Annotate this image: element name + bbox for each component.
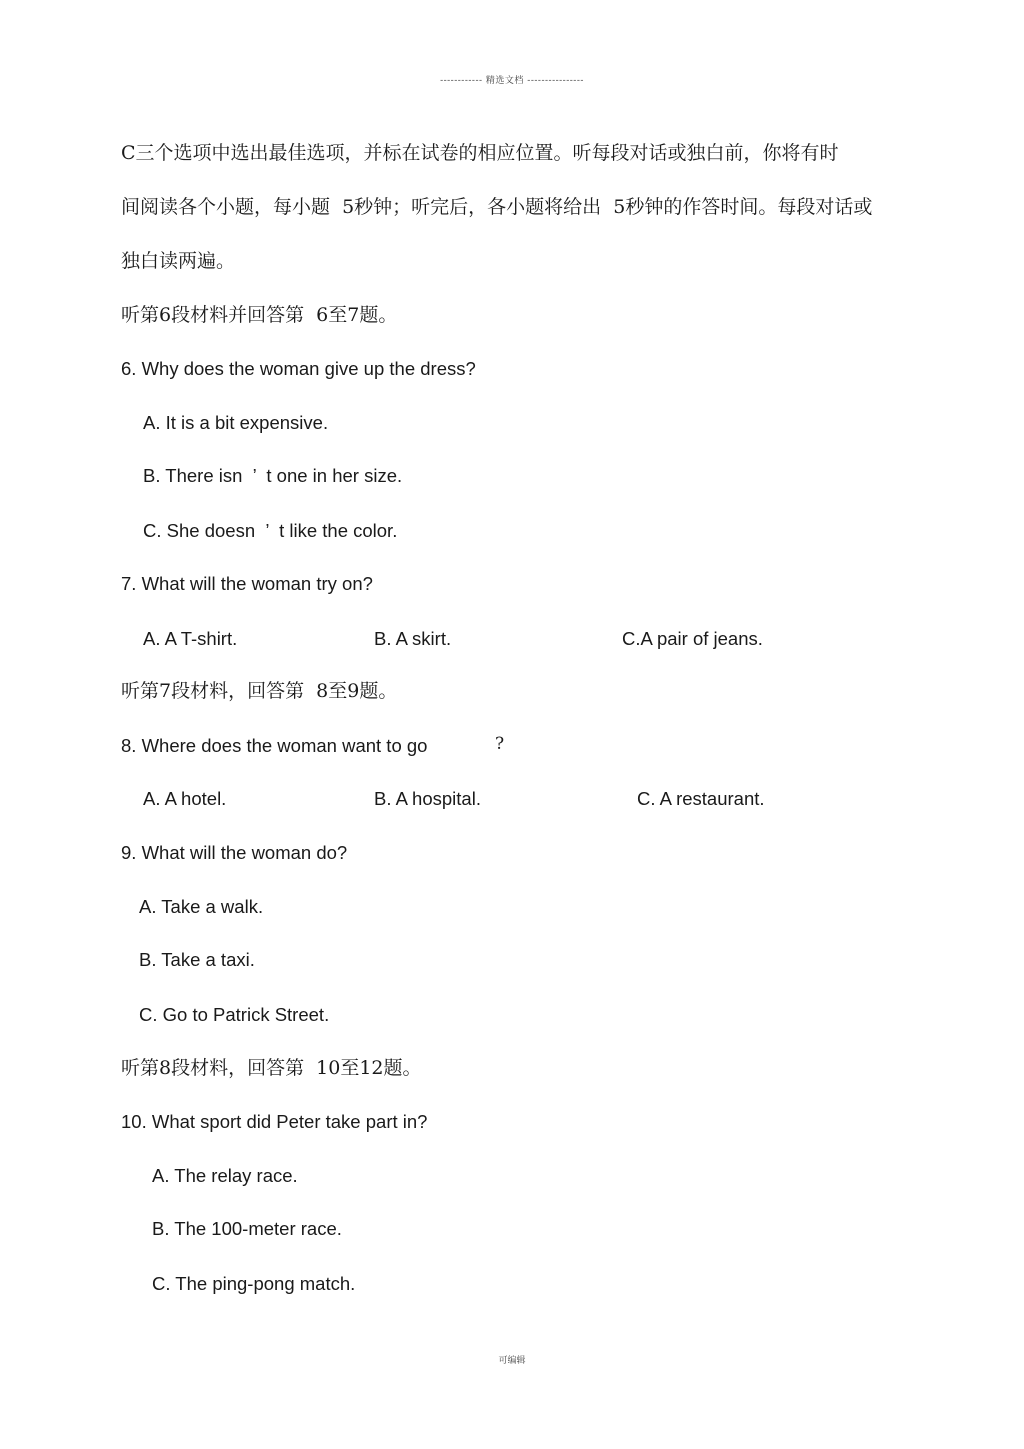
question-6-option-c: C. She doesn ’ t like the color. — [143, 520, 398, 541]
question-9-option-b: B. Take a taxi. — [139, 949, 255, 970]
question-8: 8. Where does the woman want to go — [121, 735, 428, 756]
question-9-option-a: A. Take a walk. — [139, 896, 264, 917]
page-header: ------------ 精选文档 ---------------- — [440, 76, 584, 86]
question-8-option-b: B. A hospital. — [374, 788, 481, 809]
question-6-option-a: A. It is a bit expensive. — [143, 412, 329, 433]
question-7-option-b: B. A skirt. — [374, 628, 452, 649]
question-9-option-c: C. Go to Patrick Street. — [139, 1004, 330, 1025]
question-10-option-b: B. The 100-meter race. — [152, 1218, 342, 1239]
section-heading-7: 听第7段材料，回答第 8至9题。 — [121, 680, 398, 702]
page-footer: 可编辑 — [498, 1356, 526, 1366]
question-8-option-a: A. A hotel. — [143, 788, 227, 809]
question-6-option-b: B. There isn ’ t one in her size. — [143, 465, 403, 486]
question-10-option-c: C. The ping-pong match. — [152, 1273, 356, 1294]
intro-line-3: 独白读两遍。 — [121, 250, 236, 272]
question-8-mark: ? — [495, 734, 505, 754]
question-7-option-c: C.A pair of jeans. — [622, 628, 763, 649]
intro-line-1: C三个选项中选出最佳选项，并标在试卷的相应位置。听每段对话或独白前，你将有时 — [121, 142, 839, 164]
question-10-option-a: A. The relay race. — [152, 1165, 298, 1186]
question-8-option-c: C. A restaurant. — [637, 788, 765, 809]
question-6: 6. Why does the woman give up the dress? — [121, 358, 476, 379]
section-heading-6: 听第6段材料并回答第 6至7题。 — [121, 304, 398, 326]
question-9: 9. What will the woman do? — [121, 842, 348, 863]
intro-line-2: 间阅读各个小题，每小题 5秒钟；听完后，各小题将给出 5秒钟的作答时间。每段对话或 — [121, 196, 873, 218]
question-10: 10. What sport did Peter take part in? — [121, 1111, 428, 1132]
question-7: 7. What will the woman try on? — [121, 573, 373, 594]
question-7-option-a: A. A T-shirt. — [143, 628, 238, 649]
section-heading-8: 听第8段材料，回答第 10至12题。 — [121, 1057, 422, 1079]
